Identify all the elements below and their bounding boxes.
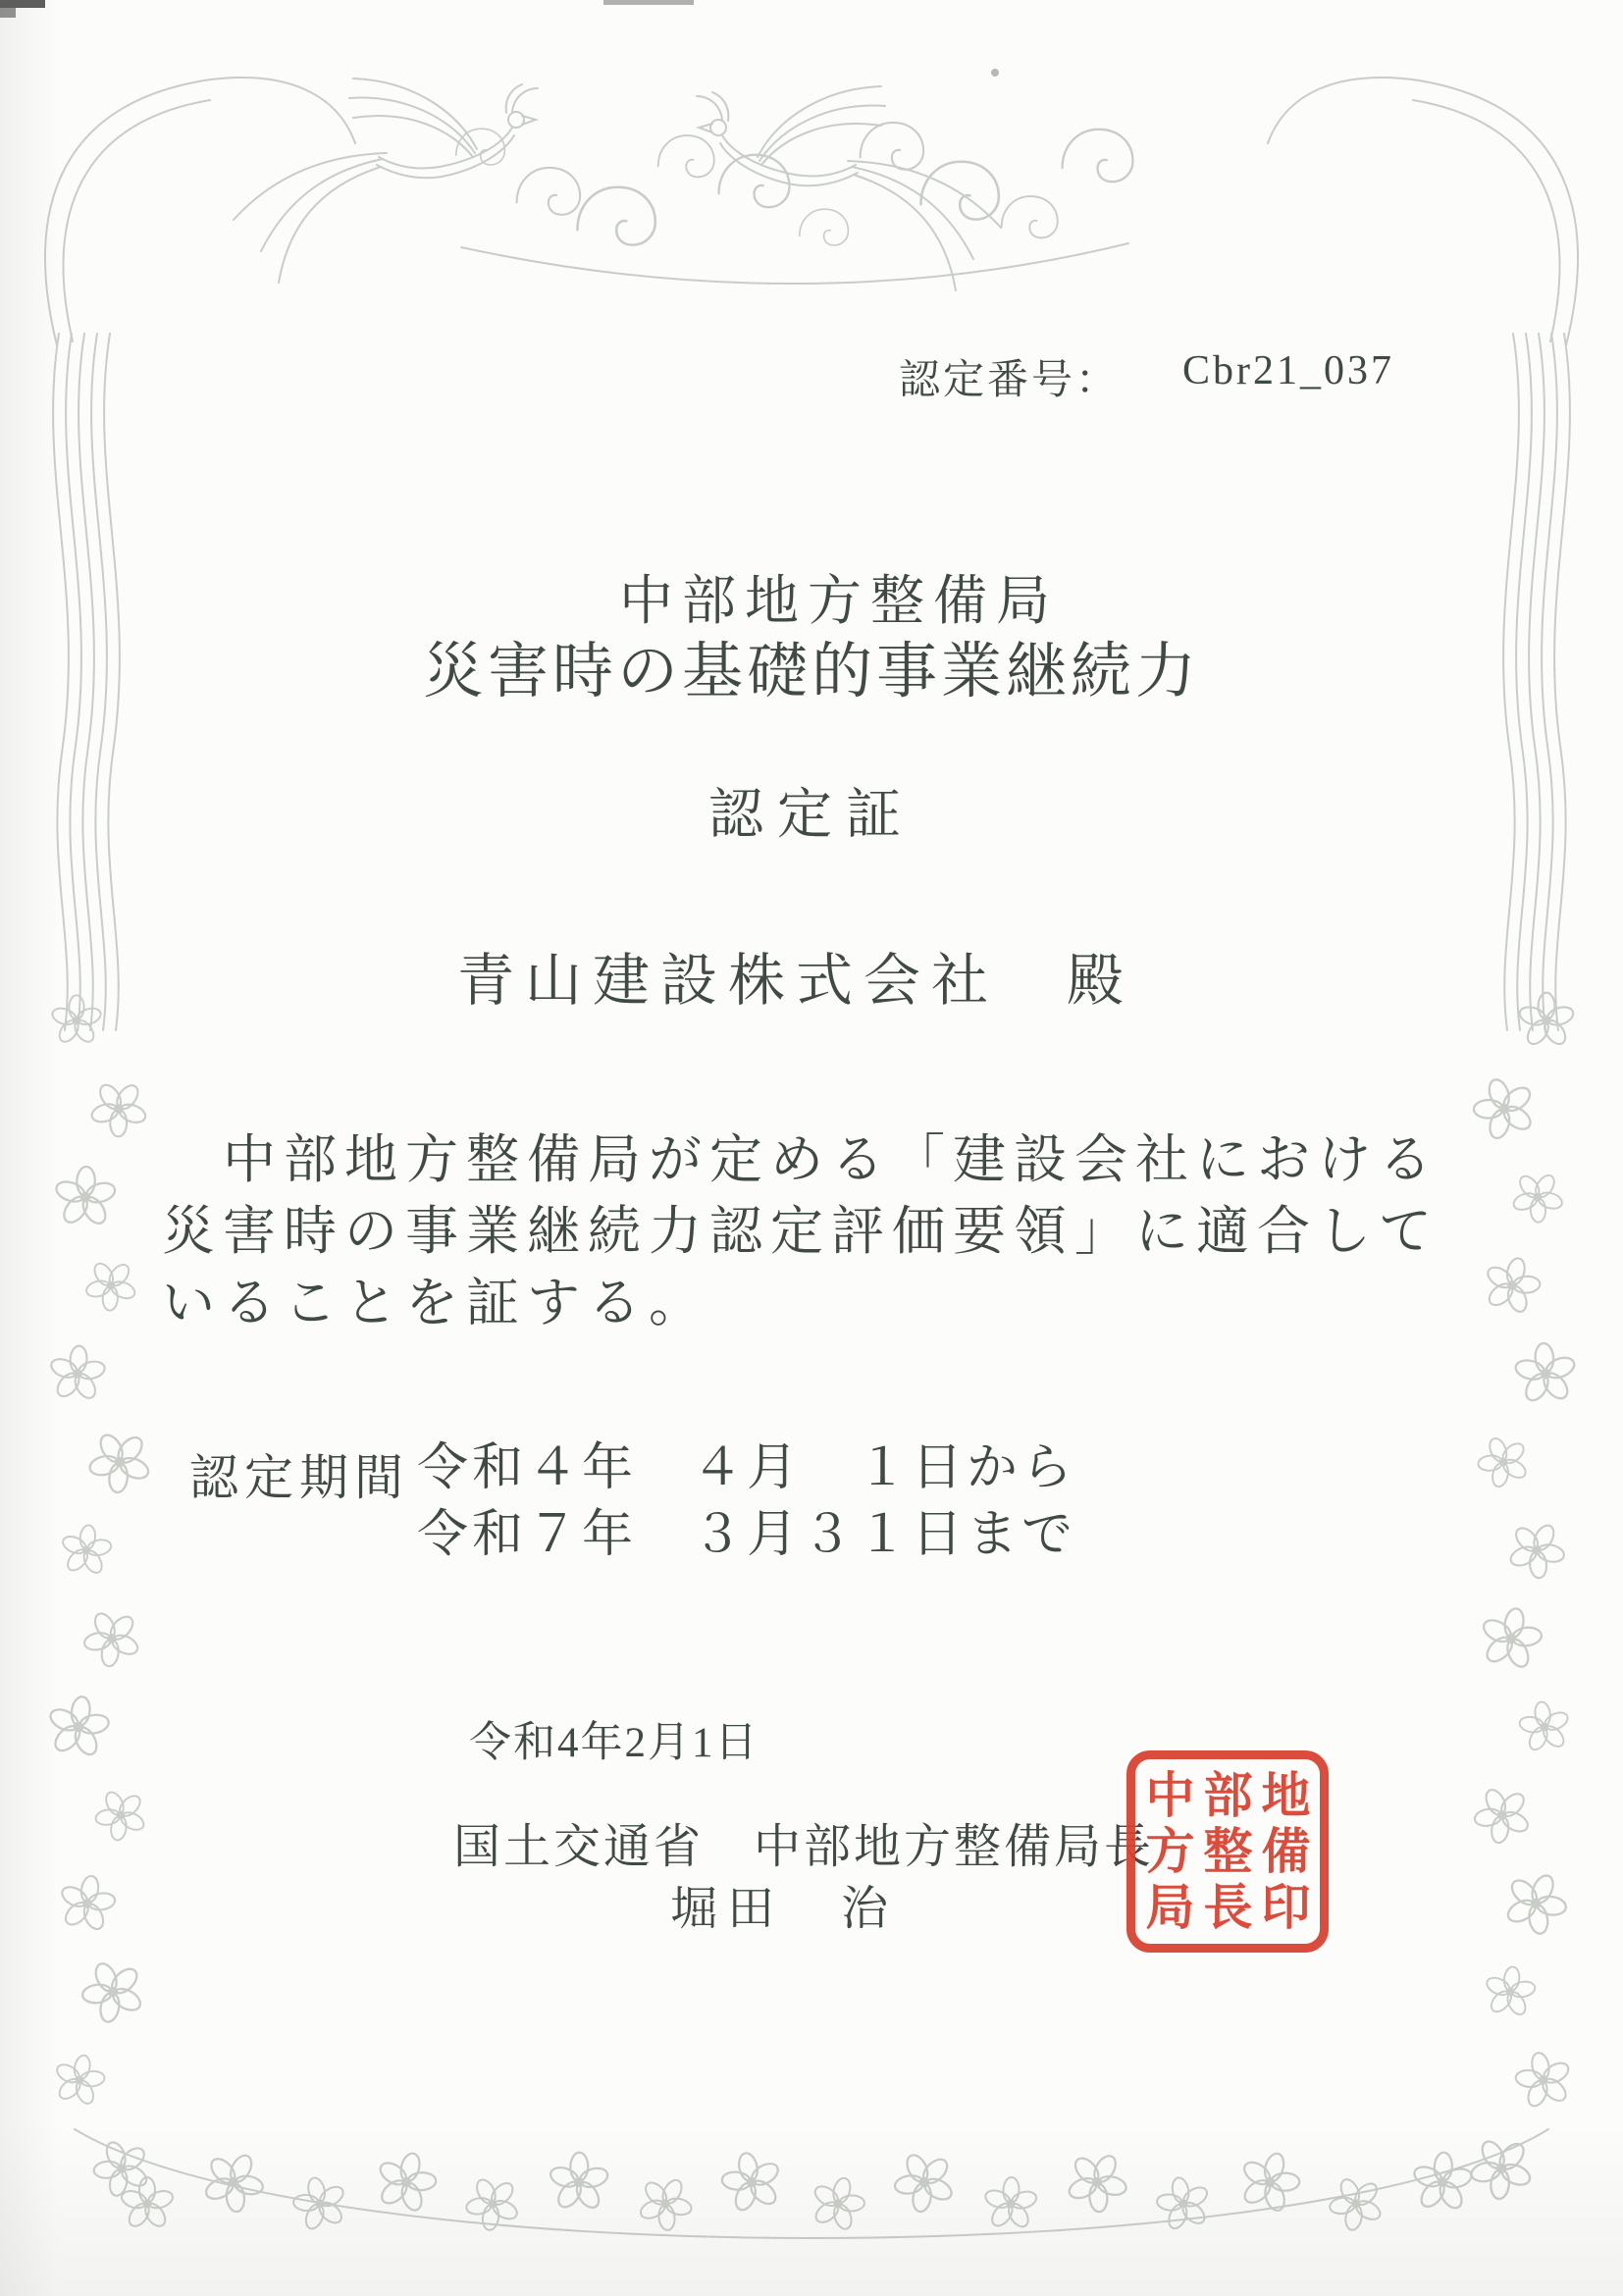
scan-artifact [0,8,16,18]
period-dates [417,1435,1076,1569]
program-title: 災害時の基礎的事業継続力 [422,639,1200,705]
scan-artifact [0,0,45,8]
document-title: 認定証 [708,785,915,846]
recipient-name: 青山建設株式会社 殿 [456,949,1134,1013]
scan-artifact [991,69,999,77]
spacer [1120,347,1182,406]
phoenix-right-icon [697,86,1001,290]
left-ribbon-ornament [45,78,355,1030]
cloud-scroll-ornament [456,123,1133,284]
cert-number-value: Cbr21_037 [1182,348,1395,393]
seal-row: 局長印 [1145,1880,1320,1936]
right-ribbon-ornament [1268,78,1578,1030]
phoenix-left-icon [234,78,538,283]
body-line: いることを証する。 [162,1274,709,1332]
scan-shading [0,2119,1623,2296]
issuer-name: 堀田 治 [670,1883,899,1935]
scan-artifact [603,0,694,5]
body-paragraph [162,1124,1482,1339]
official-seal [1126,1750,1329,1953]
seal-row: 方整備 [1145,1823,1320,1879]
scan-shading [0,0,59,2296]
cert-number-label: 認定番号： [899,358,1121,403]
issuer-title: 国土交通省 中部地方整備局長 [453,1821,1155,1873]
body-line: 中部地方整備局が定める「建設会社における [162,1130,1440,1189]
period-label: 認定期間 [189,1450,409,1505]
period-to: 令和７年 ３月３１日まで [417,1507,1077,1563]
seal-row: 中部地 [1145,1767,1320,1823]
cert-number [899,347,1394,406]
organization-name: 中部地方整備局 [618,571,1059,631]
period-from: 令和４年 ４月 １日から [417,1440,1077,1496]
issue-date: 令和4年2月1日 [469,1720,759,1766]
body-line: 災害時の事業継続力認定評価要領」に適合して [162,1202,1440,1261]
